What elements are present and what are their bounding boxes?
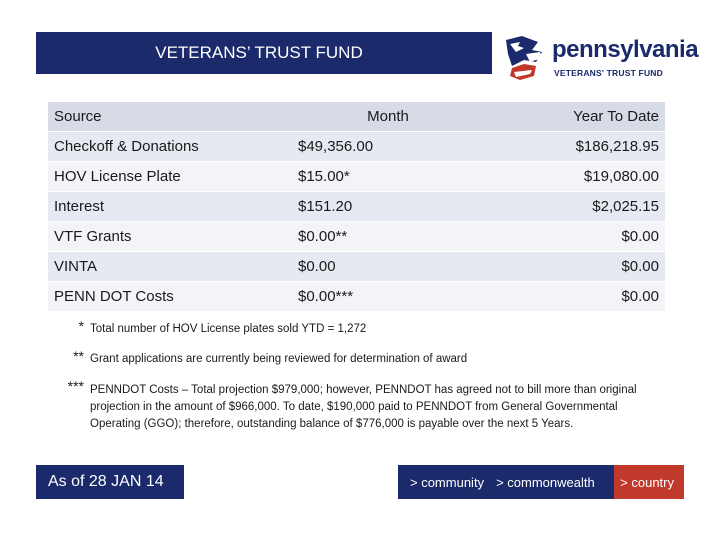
row-ytd: $0.00 <box>484 222 665 252</box>
tagline-banner <box>398 465 684 499</box>
row-ytd: $0.00 <box>484 252 665 282</box>
row-month: $15.00* <box>292 162 484 192</box>
tagline-country: > country <box>614 465 684 499</box>
footnote-text: Total number of HOV License plates sold YTD = 1,272 <box>90 323 367 335</box>
table-row <box>48 162 665 192</box>
row-source: VINTA <box>48 252 292 282</box>
row-month: $0.00** <box>292 222 484 252</box>
logo-wordmark: pennsylvania <box>552 36 699 63</box>
row-ytd: $0.00 <box>484 282 665 312</box>
row-source: Checkoff & Donations <box>48 132 292 162</box>
footnote-mark: *** <box>67 378 84 394</box>
fund-table <box>48 102 665 312</box>
header-month: Month <box>292 102 484 132</box>
row-source: VTF Grants <box>48 222 292 252</box>
row-source: PENN DOT Costs <box>48 282 292 312</box>
table-row <box>48 222 665 252</box>
row-ytd: $19,080.00 <box>484 162 665 192</box>
footnote-text: Grant applications are currently being reviewed for determination of award <box>90 353 468 365</box>
header-source: Source <box>48 102 292 132</box>
as-of-date: As of 28 JAN 14 <box>48 473 164 490</box>
table-row <box>48 132 665 162</box>
footnote-mark: * <box>78 318 84 334</box>
row-source: HOV License Plate <box>48 162 292 192</box>
table-row <box>48 252 665 282</box>
row-month: $151.20 <box>292 192 484 222</box>
tagline-commonwealth: > commonwealth <box>496 474 595 490</box>
table-row <box>48 192 665 222</box>
as-of-date-banner <box>36 465 184 499</box>
row-ytd: $2,025.15 <box>484 192 665 222</box>
table-header-row <box>48 102 665 132</box>
table-row <box>48 282 665 312</box>
row-source: Interest <box>48 192 292 222</box>
row-month: $0.00 <box>292 252 484 282</box>
header-ytd: Year To Date <box>484 102 665 132</box>
logo-subtitle: VETERANS' TRUST FUND <box>554 68 663 78</box>
tagline-community: > community <box>410 474 485 490</box>
keystone-flag-icon <box>502 32 548 84</box>
page-title: VETERANS’ TRUST FUND <box>155 43 363 62</box>
pennsylvania-logo <box>500 30 699 85</box>
title-bar <box>36 32 492 74</box>
row-month: $0.00*** <box>292 282 484 312</box>
footnote-mark: ** <box>73 348 84 364</box>
row-month: $49,356.00 <box>292 132 484 162</box>
footnote-text: PENNDOT Costs – Total projection $979,000; however, PENNDOT has agreed not to bill more than original projection in the amount of $966,000. To date, $190,000 paid to PENNDOT from General Governmental Operating (GGO); therefore, outstanding balance of $776,000 is payable over the next 5 Years. <box>90 384 637 430</box>
row-ytd: $186,218.95 <box>484 132 665 162</box>
